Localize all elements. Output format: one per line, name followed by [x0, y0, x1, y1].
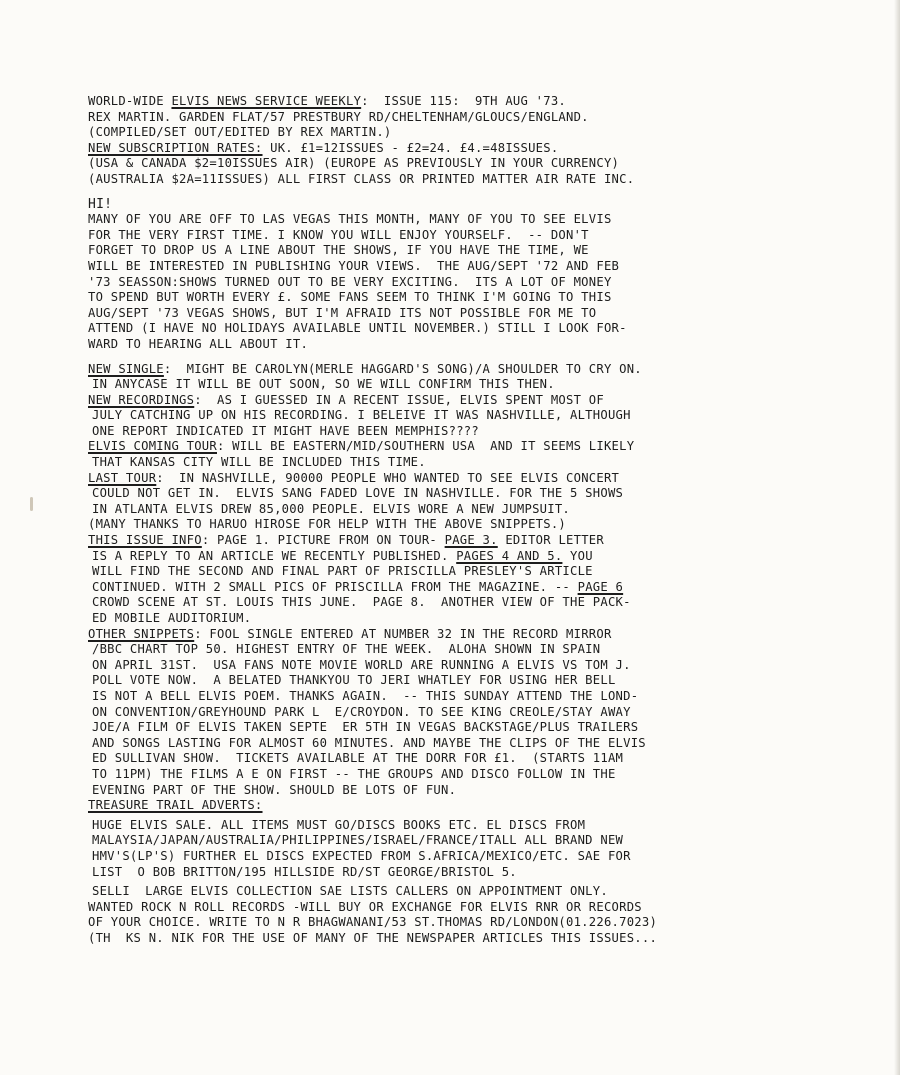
advert-line: (TH KS N. NIK FOR THE USE OF MANY OF THE NEWSPAPER ARTICLES THIS ISSUES...: [88, 930, 658, 945]
rates-australia: (AUSTRALIA $2A=11ISSUES) ALL FIRST CLASS OR PRINTED MATTER AIR RATE INC.: [88, 171, 635, 186]
section-line: EVENING PART OF THE SHOW. SHOULD BE LOTS OF FUN.: [92, 782, 457, 797]
section-label: OTHER SNIPPETS: [88, 626, 195, 641]
intro-line: WILL BE INTERESTED IN PUBLISHING YOUR VIEWS. THE AUG/SEPT '72 AND FEB: [88, 258, 620, 273]
header-address: REX MARTIN. GARDEN FLAT/57 PRESTBURY RD/CHELTENHAM/GLOUCS/ENGLAND.: [88, 109, 589, 124]
section-line: CONTINUED. WITH 2 SMALL PICS OF PRISCILLA FROM THE MAGAZINE. -- PAGE 6: [92, 579, 624, 594]
section-line: ED SULLIVAN SHOW. TICKETS AVAILABLE AT THE DORR FOR £1. (STARTS 11AM: [92, 751, 624, 766]
section-line: POLL VOTE NOW. A BELATED THANKYOU TO JERI WHATLEY FOR USING HER BELL: [92, 673, 616, 688]
advert-line: HUGE ELVIS SALE. ALL ITEMS MUST GO/DISCS BOOKS ETC. EL DISCS FROM: [92, 817, 586, 832]
advert-line: OF YOUR CHOICE. WRITE TO N R BHAGWANANI/53 ST.THOMAS RD/LONDON(01.226.7023): [88, 915, 658, 930]
newsletter-title: ELVIS NEWS SERVICE WEEKLY: [171, 94, 362, 108]
section-line: ON CONVENTION/GREYHOUND PARK L E/CROYDON. TO SEE KING CREOLE/STAY AWAY: [92, 704, 631, 719]
other-snippets-heading: OTHER SNIPPETS: FOOL SINGLE ENTERED AT NUMBER 32 IN THE RECORD MIRROR: [88, 626, 612, 641]
page-edge-shadow: [894, 0, 900, 1075]
section-line: JULY CATCHING UP ON HIS RECORDING. I BELEIVE IT WAS NASHVILLE, ALTHOUGH: [92, 408, 631, 423]
advert-line: SELLI LARGE ELVIS COLLECTION SAE LISTS CALLERS ON APPOINTMENT ONLY.: [92, 884, 608, 899]
section-line: ON APRIL 31ST. USA FANS NOTE MOVIE WORLD ARE RUNNING A ELVIS VS TOM J.: [92, 657, 631, 672]
page-ref: PAGE 6: [577, 579, 624, 594]
section-label: LAST TOUR: [88, 470, 157, 485]
section-line: JOE/A FILM OF ELVIS TAKEN SEPTE ER 5TH IN VEGAS BACKSTAGE/PLUS TRAILERS: [92, 720, 639, 735]
section-line: THAT KANSAS CITY WILL BE INCLUDED THIS TIME.: [92, 455, 426, 470]
intro-line: WARD TO HEARING ALL ABOUT IT.: [88, 336, 309, 351]
section-line: ED MOBILE AUDITORIUM.: [92, 611, 252, 625]
newsletter-body: [88, 94, 878, 946]
last-tour-heading: LAST TOUR: IN NASHVILLE, 90000 PEOPLE WHO WANTED TO SEE ELVIS CONCERT: [88, 470, 620, 485]
intro-line: MANY OF YOU ARE OFF TO LAS VEGAS THIS MONTH, MANY OF YOU TO SEE ELVIS: [88, 212, 612, 227]
section-label: THIS ISSUE INFO: [88, 533, 202, 548]
subscription-rates: NEW SUBSCRIPTION RATES: UK. £1=12ISSUES - £2=24. £4.=48ISSUES.: [88, 140, 559, 155]
section-line: IS A REPLY TO AN ARTICLE WE RECENTLY PUBLISHED. PAGES 4 AND 5. YOU: [92, 548, 593, 563]
paper-mark: [30, 497, 33, 511]
section-line: COULD NOT GET IN. ELVIS SANG FADED LOVE IN NASHVILLE. FOR THE 5 SHOWS: [92, 486, 624, 501]
treasure-trail-heading: [88, 798, 878, 814]
section-line: /BBC CHART TOP 50. HIGHEST ENTRY OF THE WEEK. ALOHA SHOWN IN SPAIN: [92, 642, 601, 657]
section-label: NEW SINGLE: [88, 361, 164, 376]
advert-line: HMV'S(LP'S) FURTHER EL DISCS EXPECTED FROM S.AFRICA/MEXICO/ETC. SAE FOR: [92, 848, 631, 863]
intro-line: FOR THE VERY FIRST TIME. I KNOW YOU WILL ENJOY YOURSELF. -- DON'T: [88, 227, 589, 242]
section-line: AND SONGS LASTING FOR ALMOST 60 MINUTES. AND MAYBE THE CLIPS OF THE ELVIS: [92, 735, 646, 750]
intro-line: FORGET TO DROP US A LINE ABOUT THE SHOWS, IF YOU HAVE THE TIME, WE: [88, 243, 589, 258]
section-line: ONE REPORT INDICATED IT MIGHT HAVE BEEN MEMPHIS????: [92, 423, 479, 438]
issue-info-heading: THIS ISSUE INFO: PAGE 1. PICTURE FROM ON TOUR- PAGE 3. EDITOR LETTER: [88, 533, 604, 548]
section-label: NEW RECORDINGS: [88, 392, 195, 407]
advert-line: MALAYSIA/JAPAN/AUSTRALIA/PHILIPPINES/ISRAEL/FRANCE/ITALL ALL BRAND NEW: [92, 833, 624, 848]
new-single-heading: NEW SINGLE: MIGHT BE CAROLYN(MERLE HAGGARD'S SONG)/A SHOULDER TO CRY ON.: [88, 361, 642, 376]
section-line: TO 11PM) THE FILMS A E ON FIRST -- THE GROUPS AND DISCO FOLLOW IN THE: [92, 766, 616, 781]
section-label: TREASURE TRAIL ADVERTS:: [88, 798, 263, 813]
subscription-rates-label: NEW SUBSCRIPTION RATES:: [88, 140, 263, 155]
page-ref: PAGES 4 AND 5.: [456, 548, 563, 563]
coming-tour-heading: ELVIS COMING TOUR: WILL BE EASTERN/MID/SOUTHERN USA AND IT SEEMS LIKELY: [88, 439, 635, 454]
intro-line: AUG/SEPT '73 VEGAS SHOWS, BUT I'M AFRAID ITS NOT POSSIBLE FOR ME TO: [88, 305, 597, 320]
section-line: CROWD SCENE AT ST. LOUIS THIS JUNE. PAGE 8. ANOTHER VIEW OF THE PACK-: [92, 595, 631, 610]
section-label: ELVIS COMING TOUR: [88, 439, 217, 454]
section-line: IN ANYCASE IT WILL BE OUT SOON, SO WE WILL CONFIRM THIS THEN.: [92, 377, 555, 392]
intro-line: '73 SEASSON:SHOWS TURNED OUT TO BE VERY EXCITING. ITS A LOT OF MONEY: [88, 274, 612, 289]
intro-line: TO SPEND BUT WORTH EVERY £. SOME FANS SEEM TO THINK I'M GOING TO THIS: [88, 290, 612, 305]
page-ref: PAGE 3.: [444, 533, 498, 548]
section-line: WILL FIND THE SECOND AND FINAL PART OF PRISCILLA PRESLEY'S ARTICLE: [92, 564, 593, 579]
header-credits: (COMPILED/SET OUT/EDITED BY REX MARTIN.): [88, 125, 392, 140]
advert-line: WANTED ROCK N ROLL RECORDS -WILL BUY OR EXCHANGE FOR ELVIS RNR OR RECORDS: [88, 899, 642, 914]
intro-line: ATTEND (I HAVE NO HOLIDAYS AVAILABLE UNTIL NOVEMBER.) STILL I LOOK FOR-: [88, 321, 627, 336]
section-line: (MANY THANKS TO HARUO HIROSE FOR HELP WITH THE ABOVE SNIPPETS.): [88, 517, 567, 532]
header-line-1: WORLD-WIDE ELVIS NEWS SERVICE WEEKLY: ISSUE 115: 9TH AUG '73.: [88, 94, 567, 108]
advert-line: LIST O BOB BRITTON/195 HILLSIDE RD/ST GEORGE/BRISTOL 5.: [92, 864, 517, 879]
section-line: IS NOT A BELL ELVIS POEM. THANKS AGAIN. -- THIS SUNDAY ATTEND THE LOND-: [92, 688, 639, 703]
section-line: IN ATLANTA ELVIS DREW 85,000 PEOPLE. ELVIS WORE A NEW JUMPSUIT.: [92, 501, 571, 516]
new-recordings-heading: NEW RECORDINGS: AS I GUESSED IN A RECENT ISSUE, ELVIS SPENT MOST OF: [88, 392, 604, 407]
rates-usa: (USA & CANADA $2=10ISSUES AIR) (EUROPE AS PREVIOUSLY IN YOUR CURRENCY): [88, 156, 620, 171]
greeting: HI!: [88, 196, 113, 212]
